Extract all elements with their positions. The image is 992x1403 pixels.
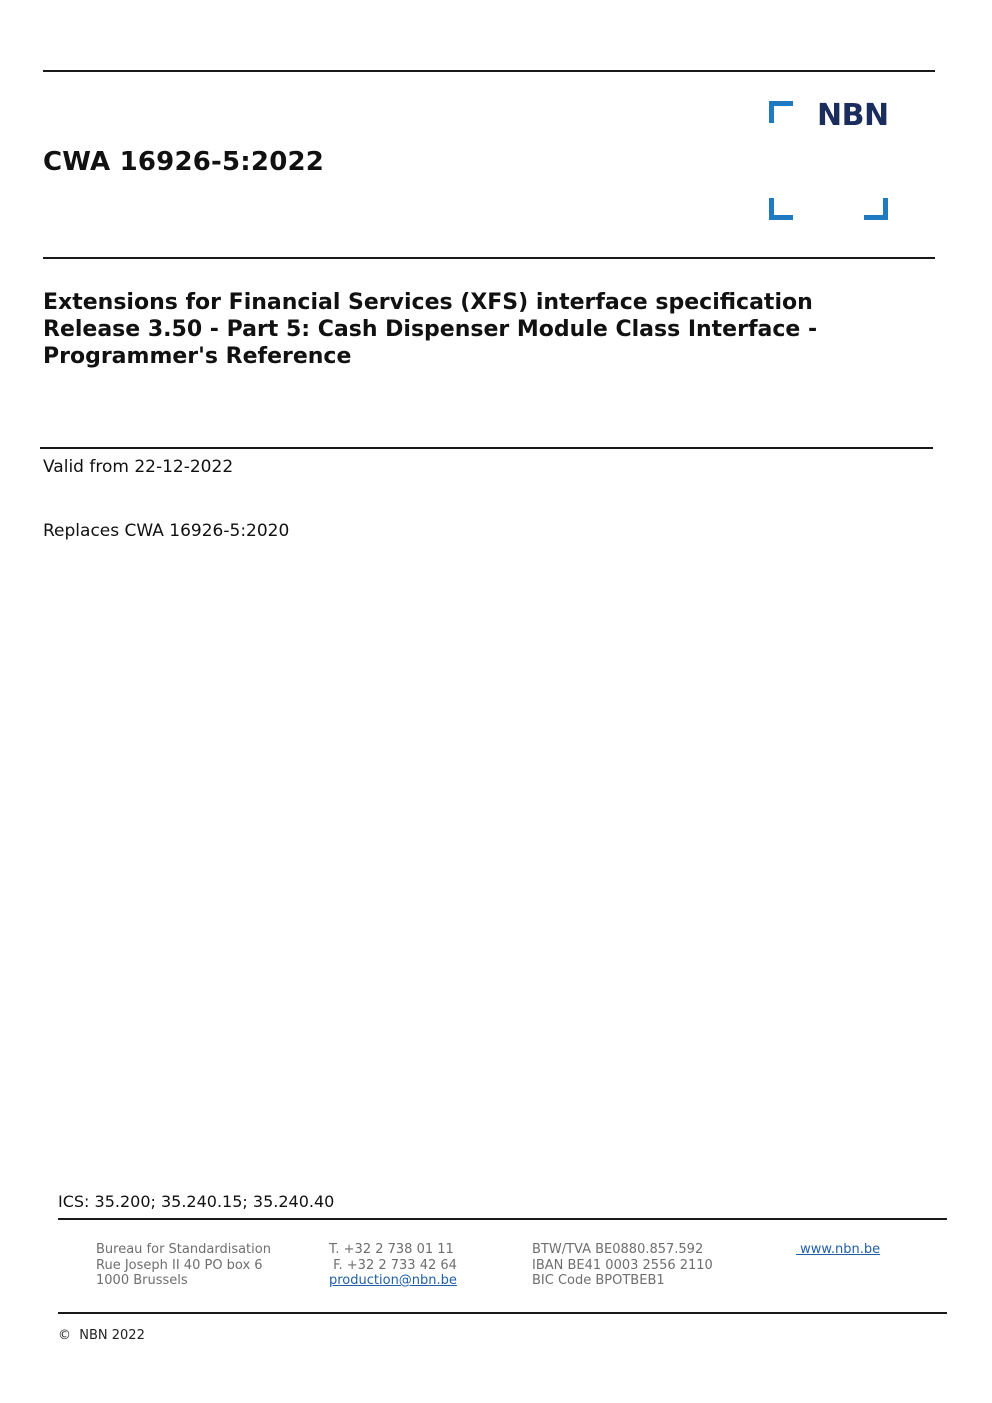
- website-link[interactable]: www.nbn.be: [796, 1242, 881, 1257]
- logo-corner-bottom-right: [864, 198, 888, 220]
- logo-corner-bottom-left: [769, 198, 793, 220]
- copyright-notice: © NBN 2022: [58, 1328, 145, 1343]
- email-link[interactable]: production@nbn.be: [329, 1273, 457, 1288]
- address-line: 1000 Brussels: [96, 1273, 188, 1288]
- header-divider: [43, 257, 935, 259]
- title-divider: [40, 447, 933, 449]
- title-line: Release 3.50 - Part 5: Cash Dispenser Module Class Interface -: [43, 317, 818, 342]
- footer-address: [96, 1242, 271, 1289]
- logo-text: NBN: [817, 98, 889, 133]
- replaces-note: Replaces CWA 16926-5:2020: [43, 521, 290, 541]
- ics-codes: ICS: 35.200; 35.240.15; 35.240.40: [58, 1192, 335, 1211]
- footer-top-divider: [58, 1218, 947, 1220]
- title-line: Extensions for Financial Services (XFS) interface specification: [43, 290, 813, 315]
- footer-website: [796, 1242, 880, 1258]
- fax-number: F. +32 2 733 42 64: [329, 1257, 457, 1273]
- footer-contact: [329, 1242, 457, 1289]
- nbn-logo: [768, 100, 892, 224]
- footer-bottom-divider: [58, 1312, 947, 1314]
- valid-from: Valid from 22-12-2022: [43, 457, 234, 477]
- address-line: Rue Joseph II 40 PO box 6: [96, 1257, 263, 1273]
- logo-corner-top-left: [769, 101, 793, 123]
- bic-code: BIC Code BPOTBEB1: [532, 1273, 665, 1288]
- footer-banking: [532, 1242, 713, 1289]
- title-line: Programmer's Reference: [43, 344, 352, 369]
- address-line: Bureau for Standardisation: [96, 1242, 271, 1257]
- vat-number: BTW/TVA BE0880.857.592: [532, 1242, 704, 1257]
- iban-number: IBAN BE41 0003 2556 2110: [532, 1257, 713, 1273]
- phone-number: T. +32 2 738 01 11: [329, 1242, 454, 1257]
- document-code: CWA 16926-5:2022: [43, 147, 325, 177]
- top-divider: [43, 70, 935, 72]
- document-title: [43, 289, 923, 370]
